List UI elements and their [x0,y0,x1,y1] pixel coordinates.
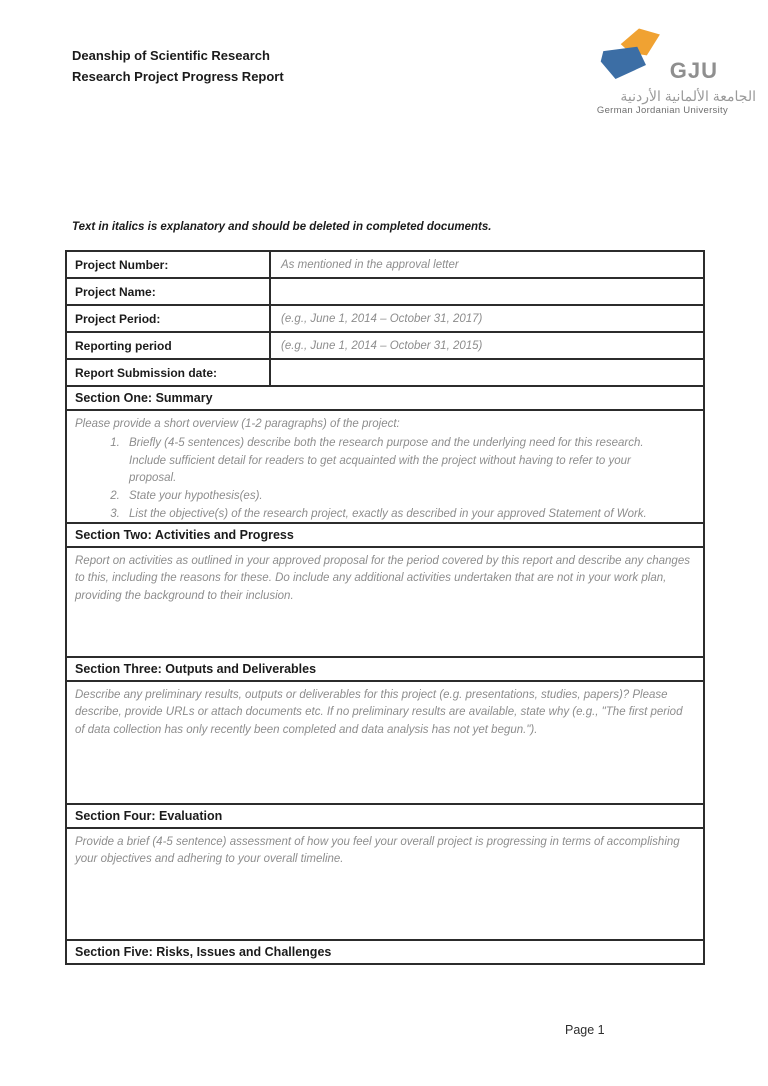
section-two-header: Section Two: Activities and Progress [67,524,703,548]
gju-logo [571,24,756,116]
gju-acronym: GJU [669,58,718,83]
gju-arabic-name: الجامعة الألمانية الأردنية [620,88,756,104]
field-row-project-number [67,252,703,279]
document-header [72,46,284,88]
field-row-reporting-period [67,333,703,360]
section-one-list-item: 3. List the objective(s) of the research project, exactly as described in your approved Statement of Work. [123,506,679,523]
field-row-project-period [67,306,703,333]
reporting-period-label: Reporting period [67,333,271,358]
section-three-header: Section Three: Outputs and Deliverables [67,658,703,682]
gju-english-name: German Jordanian University [596,104,728,116]
section-four-intro: Provide a brief (4-5 sentence) assessment of how you feel your overall project is progressing in terms of accomplishing your objectives and adhering to your overall timeline. [75,836,680,866]
section-three-body [67,682,703,805]
project-number-value: As mentioned in the approval letter [281,258,459,271]
doc-title: Research Project Progress Report [72,68,284,84]
page-number: Page 1 [565,1023,605,1037]
section-one-list [75,435,679,523]
project-period-label: Project Period: [67,306,271,331]
section-four-body [67,829,703,941]
field-row-report-submission-date [67,360,703,387]
section-five-header: Section Five: Risks, Issues and Challenges [75,945,332,959]
section-one-body [67,411,703,524]
section-one-intro: Please provide a short overview (1-2 paragraphs) of the project: [75,418,400,430]
gju-logo-icon [592,24,666,86]
project-period-value: (e.g., June 1, 2014 – October 31, 2017) [281,312,483,325]
field-row-project-name [67,279,703,306]
report-form-table [65,250,705,965]
report-submission-date-label: Report Submission date: [67,360,271,385]
project-name-label: Project Name: [67,279,271,304]
project-number-label: Project Number: [67,252,271,277]
section-three-intro: Describe any preliminary results, outputs or deliverables for this project (e.g. presentations, studies, papers)? Please describe, provide URLs or attach documents etc. If no preliminary results are available, state why (e.g., "The first period of data collection has only recently been completed and data analysis has not yet begun."). [75,689,683,736]
reporting-period-value: (e.g., June 1, 2014 – October 31, 2015) [281,339,483,352]
section-one-list-item: 1. Briefly (4-5 sentences) describe both the research purpose and the underlying need for this research. Include sufficient detail for readers to get acquainted with the project without having to refer to your proposal. [123,435,679,487]
instruction-note: Text in italics is explanatory and should be deleted in completed documents. [72,221,492,233]
section-two-intro: Report on activities as outlined in your approved proposal for the period covered by this report and describe any changes to this, including the reasons for these. Do include any additional activities undertaken that are not in your work plan, providing the background to their inclusion. [75,555,690,602]
section-one-header: Section One: Summary [67,387,703,411]
gju-logo-row [571,24,756,86]
section-one-list-item: 2. State your hypothesis(es). [123,488,679,505]
section-four-header: Section Four: Evaluation [67,805,703,829]
section-two-body [67,548,703,658]
org-title: Deanship of Scientific Research [72,48,270,63]
